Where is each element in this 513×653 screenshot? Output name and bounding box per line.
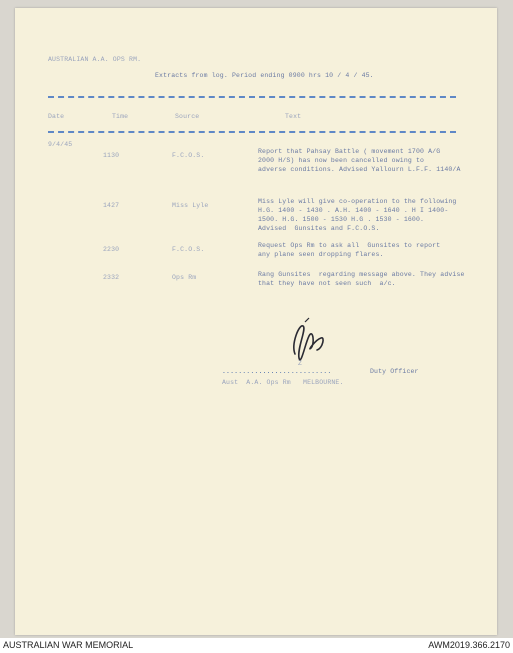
- entry-time: 2230: [103, 246, 120, 253]
- duty-officer-label: Duty Officer: [370, 368, 419, 375]
- entry-source: Miss Lyle: [172, 202, 209, 209]
- handwritten-signature: [285, 314, 327, 368]
- entry-source: F.C.O.S.: [172, 152, 205, 159]
- header-org: AUSTRALIAN A.A. OPS RM.: [48, 56, 142, 63]
- entry-source: Ops Rm: [172, 274, 197, 281]
- entry-time: 1130: [103, 152, 120, 159]
- column-header-text: Text: [285, 113, 302, 120]
- entry-source: F.C.O.S.: [172, 246, 205, 253]
- signature-dots: ...........................: [222, 368, 332, 375]
- document-title: Extracts from log. Period ending 0900 hrs 10 / 4 / 45.: [155, 72, 374, 79]
- top-rule: [48, 96, 456, 98]
- header-rule: [48, 131, 456, 133]
- column-header-time: Time: [112, 113, 129, 120]
- signature-mark: Z: [298, 360, 303, 367]
- signature-unit: Aust A.A. Ops Rm MELBOURNE.: [222, 379, 344, 386]
- entry-time: 2332: [103, 274, 120, 281]
- column-header-source: Source: [175, 113, 200, 120]
- entry-text: Rang Gunsites regarding message above. They advise that they have not seen such a/c.: [258, 271, 465, 287]
- column-header-date: Date: [48, 113, 65, 120]
- footer-institution: AUSTRALIAN WAR MEMORIAL: [3, 640, 134, 650]
- entry-time: 1427: [103, 202, 120, 209]
- entry-text: Request Ops Rm to ask all Gunsites to report any plane seen dropping flares.: [258, 242, 441, 258]
- document-page: [15, 8, 497, 635]
- entry-text: Miss Lyle will give co-operation to the following H.G. 1400 - 1430 . A.H. 1400 - 1640 . H I 1400- 1500. H.G. 1500 - 1530 H.G . 1530 - 1600. Advised Gunsites and F.C.O.S.: [258, 198, 457, 232]
- archive-footer: [0, 638, 513, 653]
- entry-text: Report that Pahsay Battle ( movement 1700 A/G 2000 H/S) has now been cancelled owing to adverse conditions. Advised Yallourn L.F.F. 1140/A: [258, 148, 461, 173]
- footer-accession-number: AWM2019.366.2170: [428, 640, 510, 650]
- log-date: 9/4/45: [48, 141, 73, 148]
